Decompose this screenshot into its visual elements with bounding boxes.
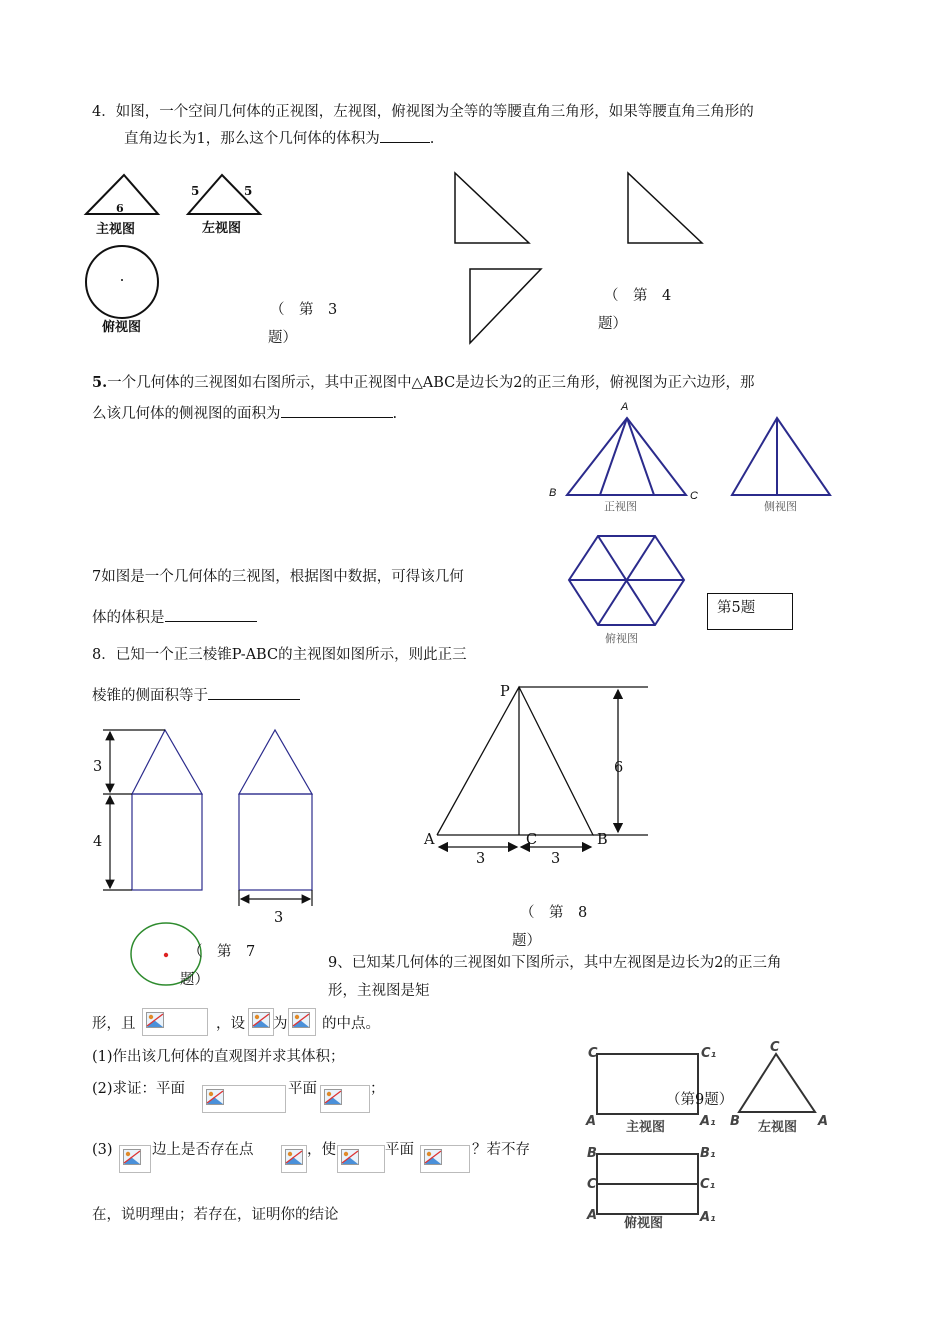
q7-answer-blank[interactable]: [165, 621, 257, 622]
q7-line2: [92, 610, 257, 627]
q9-part3-b: 边上是否存在点: [152, 1142, 254, 1158]
broken-image-icon: [424, 1149, 442, 1165]
q7-side-roof: [239, 730, 312, 794]
q5-top-label: 俯视图: [605, 633, 638, 645]
q9-fig-A-top: A: [587, 1208, 598, 1223]
q5-label-B: B: [549, 487, 557, 499]
q9-fig-C1-front: C₁: [701, 1046, 717, 1061]
broken-image-icon: [252, 1012, 270, 1028]
q4-figure: [440, 165, 720, 350]
q9-img-1: [142, 1008, 208, 1036]
broken-image-icon: [123, 1149, 141, 1165]
q9-fig-top-label: 俯视图: [624, 1216, 664, 1231]
q9-fig-left-label: 左视图: [758, 1120, 798, 1135]
q4-caption-2: 题）: [598, 316, 627, 332]
q5-side-label: 侧视图: [764, 501, 797, 513]
q9-part2-a: (2)求证：平面: [92, 1081, 186, 1097]
q9-left-triangle: [739, 1054, 815, 1112]
q3-left-num-b: 5: [244, 184, 253, 198]
q7-caption-2: 题）: [180, 972, 209, 988]
q9-fig-C-left: C: [770, 1040, 780, 1055]
q9-fig-B1-top: B₁: [700, 1146, 716, 1161]
q8-line2-text: 棱锥的侧面积等于: [92, 688, 208, 704]
q4-line2-end: .: [429, 131, 435, 147]
q9-fig-C1-top: C₁: [700, 1177, 716, 1192]
q4-line2: [124, 131, 434, 148]
q7-dim-3: 3: [93, 759, 103, 775]
q8-dim-h: 6: [614, 760, 624, 776]
q9-line2: 形，主视图是矩: [328, 983, 430, 999]
q9-fig-B-left: B: [730, 1114, 740, 1129]
q9-fig-C-top: C: [587, 1177, 597, 1192]
q5-line2-text: 么该几何体的侧视图的面积为: [92, 406, 281, 422]
q8-label-B: B: [597, 832, 608, 848]
q9-fig-front-label: 主视图: [626, 1120, 666, 1135]
q9-img-3: [288, 1008, 316, 1036]
q8-line2: [92, 688, 300, 705]
q9-fig-A1-front: A₁: [700, 1114, 716, 1129]
q8-answer-blank[interactable]: [208, 699, 300, 700]
q3-front-num: 6: [116, 202, 124, 215]
q5-front-line-right: [627, 418, 654, 495]
q8-figure: [420, 680, 660, 855]
broken-image-icon: [341, 1149, 359, 1165]
q4-caption-1: （ 第 4: [604, 288, 672, 304]
q9-fig-C-front: C: [588, 1046, 598, 1061]
q7-dim-w: 3: [274, 910, 284, 926]
q5-line2: [92, 406, 397, 423]
q5-line1-text: 一个几何体的三视图如右图所示，其中正视图中△ABC是边长为2的正三角形，俯视图为正六边形，那: [107, 375, 755, 391]
q9-part2-end: ；: [370, 1081, 385, 1097]
q4-front-triangle: [455, 173, 529, 243]
q8-label-C: C: [526, 832, 538, 848]
q9-part3-c: ，使: [307, 1142, 336, 1158]
q9-part3-d: 平面: [385, 1142, 414, 1158]
q7-front-body: [132, 794, 202, 890]
q7-front-roof: [132, 730, 202, 794]
q9-part1: (1)作出该几何体的直观图并求其体积；: [92, 1049, 345, 1065]
q5-number: 5.: [92, 374, 108, 391]
q8-line1: 8．已知一个正三棱锥P-ABC的主视图如图所示，则此正三: [92, 647, 467, 663]
q8-caption-2: 题）: [512, 933, 541, 949]
q3-front-label: 主视图: [96, 222, 136, 237]
q5-side-triangle: [732, 418, 830, 495]
q9-fig-A-front: A: [586, 1114, 597, 1129]
broken-image-icon: [285, 1149, 303, 1165]
q3-left-label: 左视图: [202, 221, 242, 236]
q9-part2-b: 平面: [288, 1081, 317, 1097]
q9-line3-c: 为: [273, 1016, 288, 1032]
q4-line1: 4．如图，一个空间几何体的正视图，左视图，俯视图为全等的等腰直角三角形，如果等腰直角三角形的: [92, 104, 754, 120]
q3-caption-1: （ 第 3: [270, 302, 338, 318]
q5-line1: [92, 374, 755, 392]
q4-top-triangle: [470, 269, 541, 343]
q7-line1: 7如图是一个几何体的三视图，根据图中数据，可得该几何: [92, 569, 464, 585]
q8-dim-r: 3: [551, 851, 561, 867]
q9-img-9: [420, 1145, 470, 1173]
q7-figure: [85, 722, 325, 912]
q7-caption-1: （ 第 7: [188, 944, 256, 960]
q5-answer-blank[interactable]: [281, 417, 393, 418]
q9-img-7: [281, 1145, 307, 1173]
broken-image-icon: [146, 1012, 164, 1028]
q5-front-triangle: [567, 418, 686, 495]
q9-img-5: [320, 1085, 370, 1113]
q9-img-4: [202, 1085, 286, 1113]
q8-dim-l: 3: [476, 851, 486, 867]
q9-img-8: [337, 1145, 385, 1173]
q9-line1: 9、已知某几何体的三视图如下图所示，其中左视图是边长为2的正三角: [328, 955, 782, 971]
q9-img-6: [119, 1145, 151, 1173]
q7-side-body: [239, 794, 312, 890]
q9-fig-caption: （第9题）: [666, 1092, 734, 1108]
q3-center-dot: [121, 279, 123, 281]
q5-caption: 第5题: [717, 600, 756, 616]
q9-line3-b: ，设: [216, 1016, 245, 1032]
q9-part3-e: ？若不存: [472, 1142, 530, 1158]
q9-part3-line2: 在，说明理由；若存在，证明你的结论: [92, 1207, 339, 1223]
q4-line2-text: 直角边长为1，那么这个几何体的体积为: [124, 131, 380, 147]
q7-line2-text: 体的体积是: [92, 610, 165, 626]
q8-caption-1: （ 第 8: [520, 905, 588, 921]
q9-part3-a: (3): [92, 1142, 113, 1158]
q8-triangle: [437, 687, 593, 835]
q3-left-num-a: 5: [191, 184, 200, 198]
q4-side-triangle: [628, 173, 702, 243]
q5-line2-end: .: [392, 406, 398, 422]
q9-img-2: [248, 1008, 274, 1036]
broken-image-icon: [206, 1089, 224, 1105]
q5-label-C: C: [690, 490, 698, 502]
q7-dim-4: 4: [93, 834, 103, 850]
q5-front-line-left: [600, 418, 627, 495]
q9-fig-A-left: A: [818, 1114, 829, 1129]
q8-label-A: A: [424, 832, 435, 848]
q9-fig-A1-top: A₁: [700, 1210, 716, 1225]
q3-caption-2: 题）: [268, 330, 297, 346]
q5-figure: [540, 398, 840, 648]
q9-line3-d: 的中点。: [322, 1016, 380, 1032]
q3-top-circle: [86, 246, 158, 318]
q5-front-label: 正视图: [604, 501, 637, 513]
q9-fig-B-top: B: [587, 1146, 597, 1161]
q4-answer-blank[interactable]: [380, 142, 430, 143]
q3-top-label: 俯视图: [102, 320, 142, 335]
q9-line3-a: 形，且: [92, 1016, 136, 1032]
broken-image-icon: [324, 1089, 342, 1105]
q8-label-P: P: [500, 684, 510, 700]
q5-label-A: A: [621, 401, 629, 413]
broken-image-icon: [292, 1012, 310, 1028]
